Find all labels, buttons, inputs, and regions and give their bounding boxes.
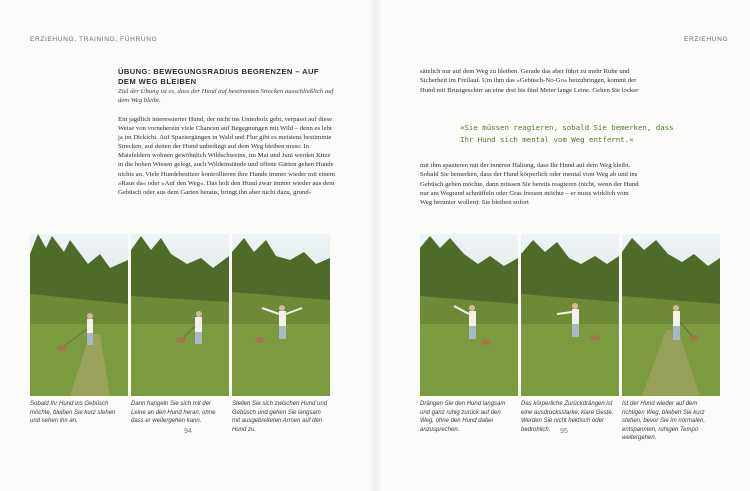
running-head-right: ERZIEHUNG [684,36,729,43]
caption-step-1: Sobald Ihr Hund ins Gebüsch möchte, bleiben Sie kurz stehen und sehen ihn an. [30,401,116,425]
pull-quote: »Sie müssen reagieren, sobald Sie bemerken, dass Ihr Hund sich mental vom Weg entfernt.« [460,123,674,144]
photo-step-5 [521,234,619,396]
photo-step-4 [420,234,518,396]
exercise-intro: Ziel der Übung ist es, dass der Hund auf bestimmten Strecken ausschließlich auf dem Weg bleibt. [118,88,334,104]
body-text-right-bottom: mit ihm spazieren mit der inneren Haltung, dass Ihr Hund auf dem Weg bleibt. Sobald Sie bemerken, dass der Hund körperlich oder mental vom Weg ab und ins Gebüsch gehen möchte, dann müssen Sie bereits reagieren (nicht, wenn der Hund nur am Wegrand schnüffeln oder Gras fressen möchte – er muss wirklich vom Weg herunter wollen): Sie bleiben sofort [420,162,639,207]
exercise-heading: ÜBUNG: BEWEGUNGSRADIUS BEGRENZEN – AUF DEM WEG BLEIBEN [118,67,319,86]
caption-step-4: Drängen Sie den Hund langsam und ganz ruhig zurück auf den Weg, ohne den Hund dabei anzusprechen. [420,401,506,433]
book-gutter [368,0,382,491]
caption-step-5: Das körperliche Zurückdrängen ist eine ausdrucksstarke, klare Geste. Werden Sie nicht hektisch oder bedrohlich. [521,401,614,433]
running-head-left: ERZIEHUNG, TRAINING, FÜHRUNG [30,36,158,43]
caption-step-2: Dann hangeln Sie sich mit der Leine an den Hund heran, ohne dass er weitergehen kann. [131,401,216,425]
page-number-right: 95 [560,428,568,435]
photo-step-6 [622,234,720,396]
photo-step-1 [30,234,128,396]
page-number-left: 94 [184,428,192,435]
photo-step-2 [131,234,229,396]
caption-step-6: Ist der Hund wieder auf dem richtigen Weg, bleiben Sie kurz stehen, bevor Sie im normalen, entspannten, ruhigen Tempo weitergehen. [622,401,706,442]
photo-step-3 [232,234,330,396]
body-text-left: Ein jagdlich interessierter Hund, der nicht ins Unterholz geht, verpasst auf diese Weise von vorneherein viele Chancen auf Begegnungen mit Wild – denn es lebt ja im Dickicht. Auf Spaziergängen in Wald und Flur gibt es meistens bestimmte Strecken, auf denen der Hund unbedingt auf dem Weg bleiben muss: In Maisfeldern wohnen gewöhnlich Wildschweine, im Mai und Juni werden Kitze in die hohen Wiesen gelegt, auch Wildeinstände und offene Gärten gehen Hunde nichts an. Viele Hundebesitzer kontrollieren ihre Hunde immer wieder mit einem »Raus da« oder »Auf den Weg«. Das holt den Hund zwar immer wieder aus dem Gebüsch oder aus dem Garten heraus, bringt ihn aber nicht dazu, grund- [118,116,335,196]
caption-step-3: Stellen Sie sich zwischen Hund und Gebüsch und gehen Sie langsam mit ausgebreiteten Armen auf den Hund zu. [232,401,328,433]
body-text-right-top: sätzlich nur auf dem Weg zu bleiben. Gerade das aber führt zu mehr Ruhe und Sicherheit im Freilauf. Um ihm das »Gebüsch-No-Go« beizubringen, kommt der Hund mit Brustgeschirr an eine drei bis fünf Meter lange Leine. Gehen Sie locker [420,68,639,94]
